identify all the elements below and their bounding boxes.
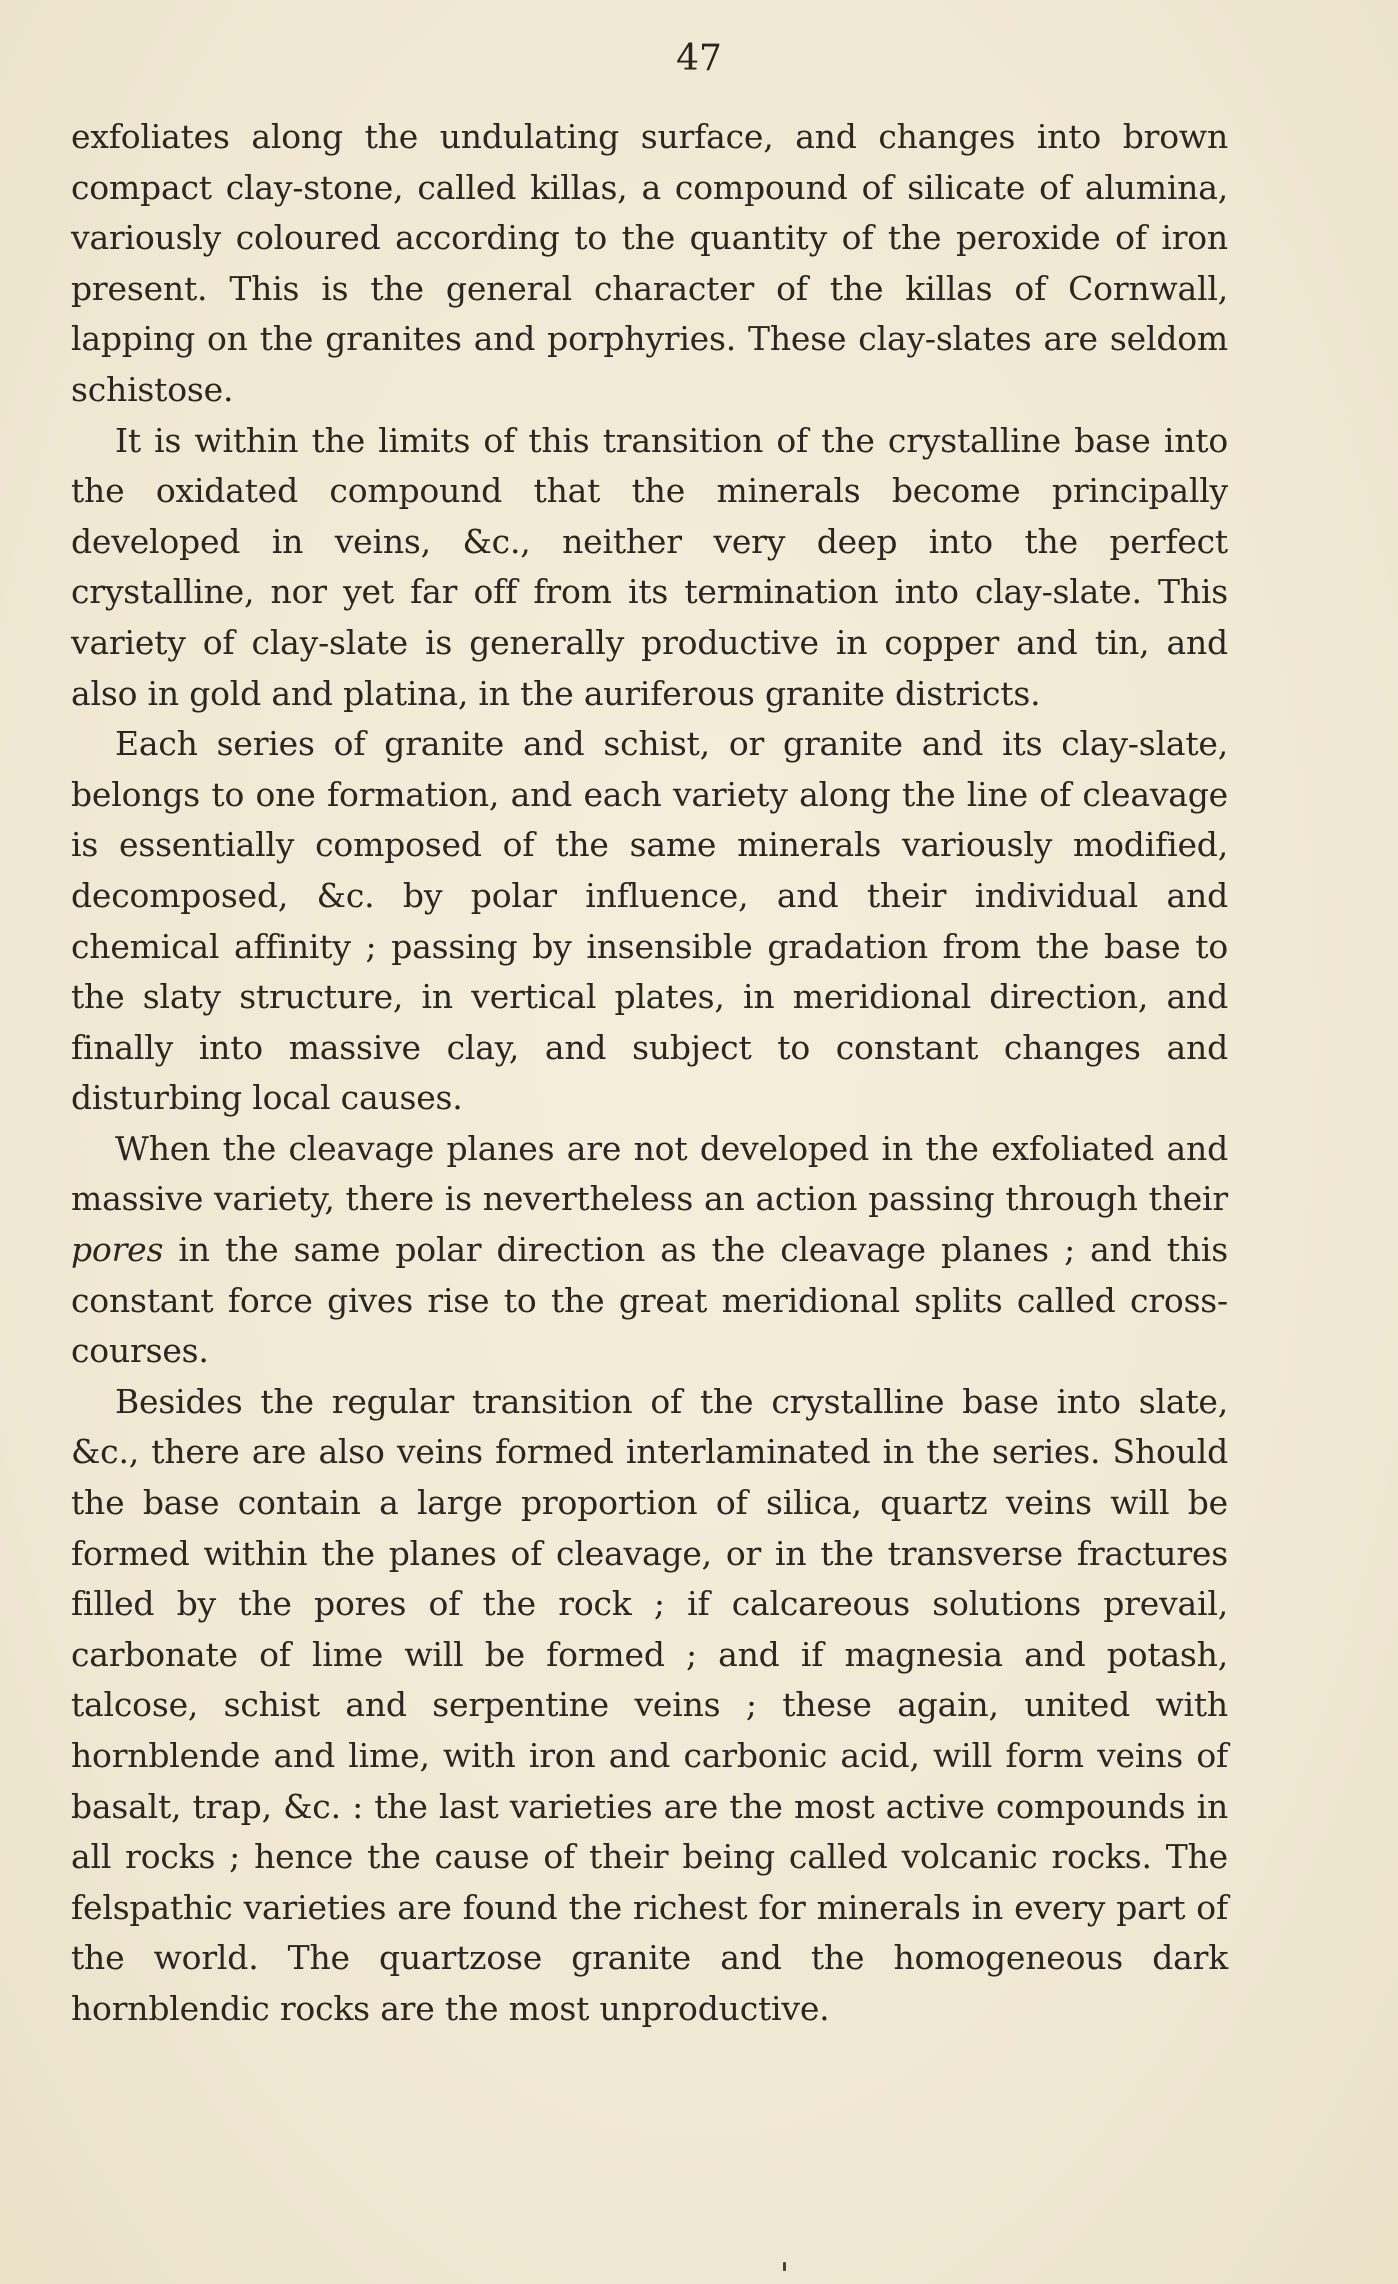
paragraph-1: exfoliates along the undulating surface, and changes into brown compact clay-stone, called killas, a compound of silicate of alumina, variously coloured according to the quantity of the peroxide of iron present. This is the general character of the killas of Cornwall, lapping on the granites and porphyries. These clay-slates are seldom schistose.	[71, 117, 1228, 409]
paragraph-5: Besides the regular transition of the crystalline base into slate, &c., there are also veins formed interlaminated in the series. Should the base contain a large proportion of silica, quartz veins will be formed within the planes of cleavage, or in the transverse fractures filled by the pores of the rock ; if calcareous solutions prevail, carbonate of lime will be formed ; and if magnesia and potash, talcose, schist and serpentine veins ; these again, united with hornblende and lime, with iron and carbonic acid, will form veins of basalt, trap, &c. : the last varieties are the most active compounds in all rocks ; hence the cause of their being called volcanic rocks. The felspathic varieties are found the richest for minerals in every part of the world. The quartzose granite and the homogeneous dark hornblendic rocks are the most unproductive.	[71, 1381, 1228, 2028]
ink-speck	[783, 2262, 786, 2271]
paragraph-4-text-start: When the cleavage planes are not developed in the exfoliated and massive variety, there is nevertheless an action passing through their	[71, 1128, 1228, 1219]
paragraph-4-italic-word: pores	[71, 1230, 164, 1270]
paragraph-3: Each series of granite and schist, or granite and its clay-slate, belongs to one formation, and each variety along the line of cleavage is essentially composed of the same minerals variously modified, decomposed, &c. by polar influence, and their individual and chemical affinity ; passing by insensible gradation from the base to the slaty structure, in vertical plates, in meridional direction, and finally into massive clay, and subject to constant changes and disturbing local causes.	[71, 724, 1228, 1118]
page-number: 47	[676, 38, 722, 79]
paragraph-2: It is within the limits of this transition of the crystalline base into the oxidated compound that the minerals become principally developed in veins, &c., neither very deep into the perfect crystalline, nor yet far off from its termination into clay-slate. This variety of clay-slate is generally productive in copper and tin, and also in gold and platina, in the auriferous granite districts.	[71, 420, 1228, 713]
body-text	[71, 112, 1228, 2035]
paragraph-4-text-end: in the same polar direction as the cleavage planes ; and this constant force gives rise to the great meridional splits called cross-courses.	[71, 1230, 1228, 1371]
paragraph-4	[71, 1124, 1228, 1377]
